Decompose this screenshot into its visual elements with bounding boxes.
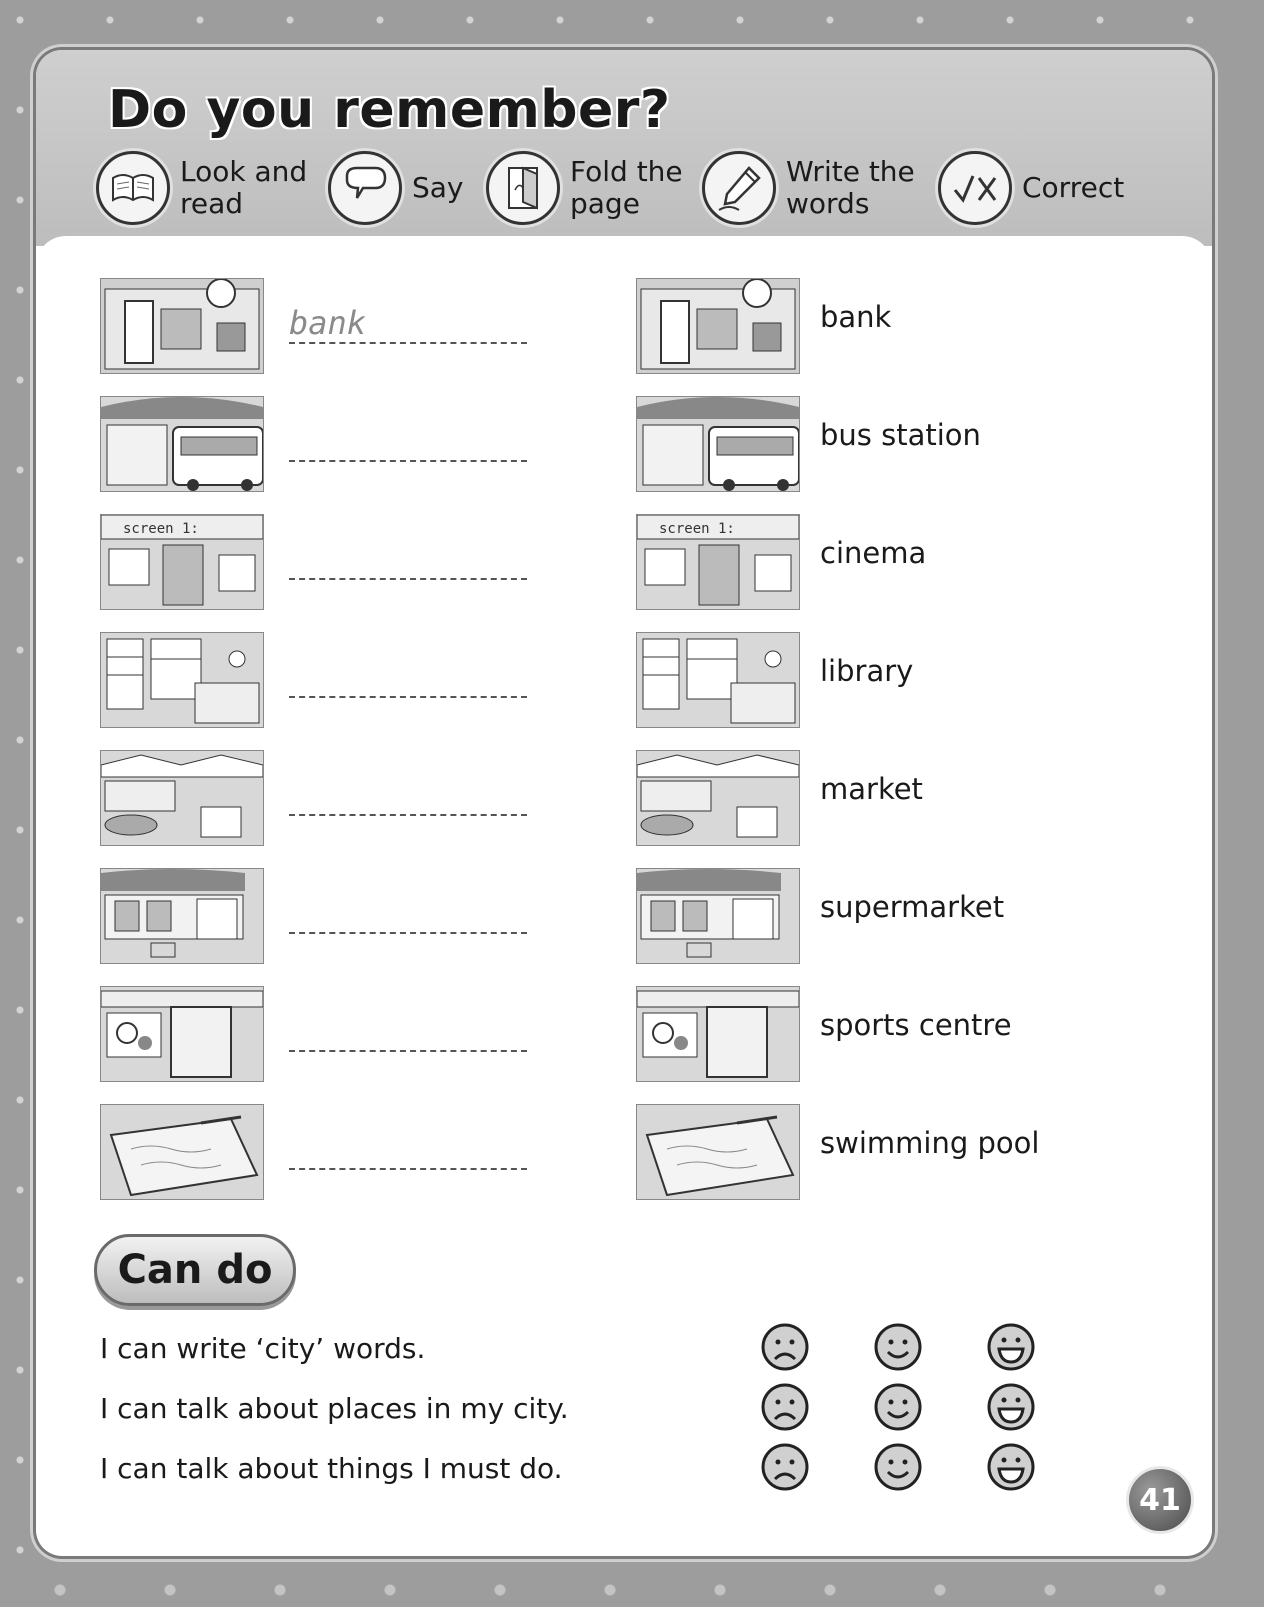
answer-line-7[interactable] [289, 1010, 527, 1052]
library-picture [100, 632, 264, 728]
answer-line-4[interactable] [289, 656, 527, 698]
header-curve [36, 236, 1212, 266]
example-answer: bank [289, 304, 367, 342]
market-picture [636, 750, 800, 846]
svg-text:screen 1:: screen 1: [659, 521, 735, 537]
market-picture [100, 750, 264, 846]
smiling-face-icon[interactable] [873, 1322, 923, 1372]
step-look-and-read [96, 150, 307, 226]
can-do-statement: I can talk about places in my city. [100, 1392, 569, 1425]
answer-line-5[interactable] [289, 774, 527, 816]
word-swimming-pool: swimming pool [820, 1126, 1040, 1160]
word-bus-station: bus station [820, 418, 981, 452]
step-label: Say [412, 171, 464, 204]
cinema-picture [636, 514, 800, 610]
word-bank: bank [820, 300, 892, 334]
answer-line-2[interactable] [289, 420, 527, 462]
word-library: library [820, 654, 914, 688]
bank-picture [636, 278, 800, 374]
page-title: Do you remember? [108, 80, 671, 140]
word-sports-centre: sports centre [820, 1008, 1012, 1042]
library-picture [636, 632, 800, 728]
step-fold-the-page [486, 150, 683, 226]
bus-station-picture [636, 396, 800, 492]
word-market: market [820, 772, 923, 806]
folded-page-icon [486, 151, 560, 225]
sad-face-icon[interactable] [760, 1322, 810, 1372]
sad-face-icon[interactable] [760, 1382, 810, 1432]
word-cinema: cinema [820, 536, 927, 570]
can-do-statement: I can write ‘city’ words. [100, 1332, 426, 1365]
word-supermarket: supermarket [820, 890, 1005, 924]
answer-line-6[interactable] [289, 892, 527, 934]
sports-centre-picture [100, 986, 264, 1082]
svg-text:screen 1:: screen 1: [123, 521, 199, 537]
answer-line-1[interactable] [289, 302, 527, 344]
answer-line-3[interactable] [289, 538, 527, 580]
can-do-badge: Can do [94, 1234, 296, 1306]
smiling-face-icon[interactable] [873, 1442, 923, 1492]
book-icon [96, 151, 170, 225]
cinema-picture [100, 514, 264, 610]
step-label: Fold the page [570, 155, 683, 220]
swimming-pool-picture [636, 1104, 800, 1200]
grinning-face-icon[interactable] [986, 1382, 1036, 1432]
worksheet-page [36, 50, 1212, 1556]
step-label: Write the words [786, 155, 915, 220]
step-correct [938, 150, 1124, 226]
can-do-statement: I can talk about things I must do. [100, 1452, 563, 1485]
supermarket-picture [636, 868, 800, 964]
answer-line-8[interactable] [289, 1128, 527, 1170]
step-write-the-words [702, 150, 915, 226]
step-say [328, 150, 464, 226]
speech-bubble-icon [328, 151, 402, 225]
swimming-pool-picture [100, 1104, 264, 1200]
step-label: Look and read [180, 155, 308, 220]
bus-station-picture [100, 396, 264, 492]
smiling-face-icon[interactable] [873, 1382, 923, 1432]
grinning-face-icon[interactable] [986, 1322, 1036, 1372]
page-number: 41 [1126, 1466, 1194, 1534]
grinning-face-icon[interactable] [986, 1442, 1036, 1492]
pen-icon [702, 151, 776, 225]
bank-picture [100, 278, 264, 374]
tick-cross-icon [938, 151, 1012, 225]
step-label: Correct [1022, 171, 1125, 204]
sad-face-icon[interactable] [760, 1442, 810, 1492]
supermarket-picture [100, 868, 264, 964]
sports-centre-picture [636, 986, 800, 1082]
